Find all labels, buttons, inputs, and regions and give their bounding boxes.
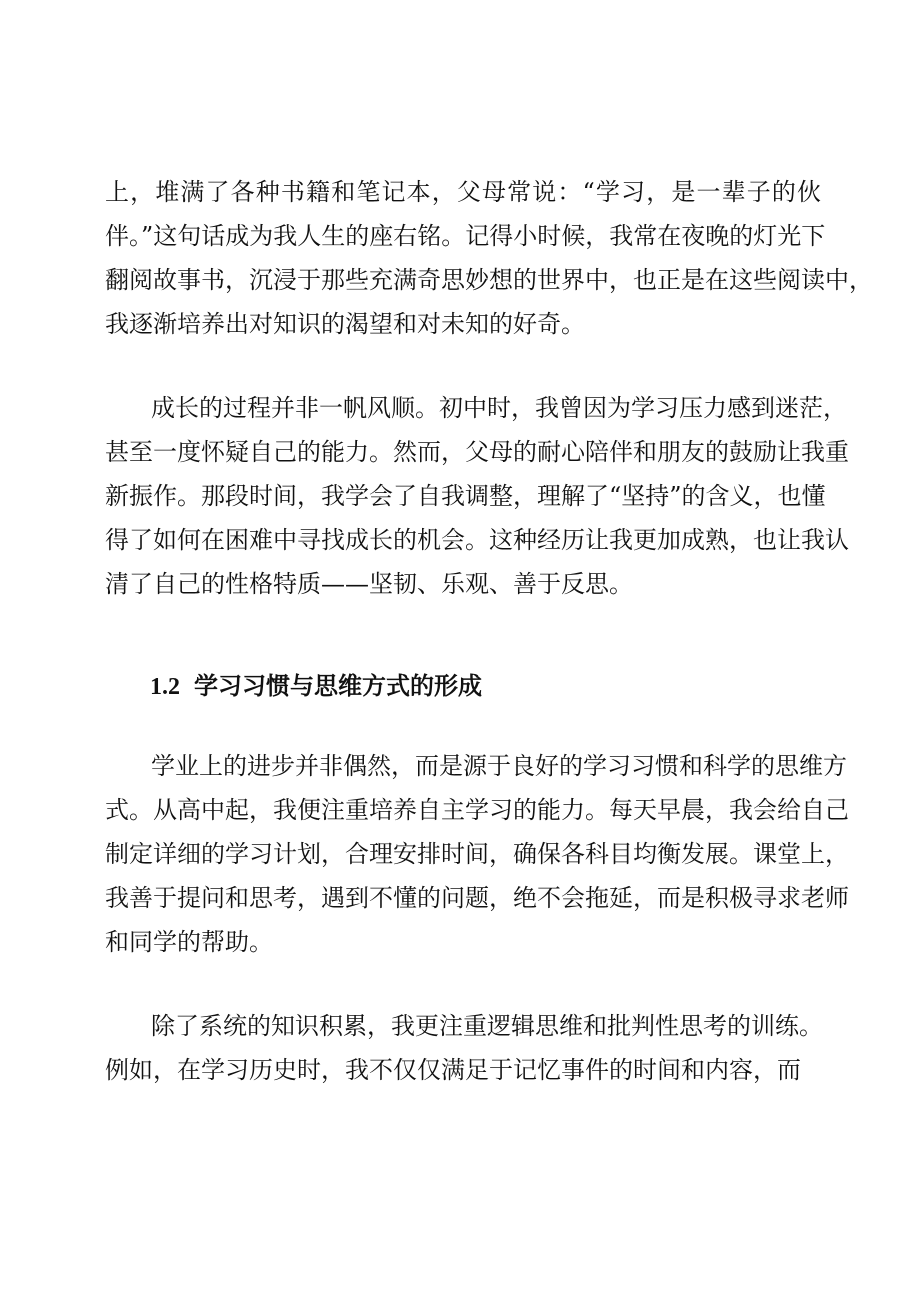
section-number: 1.2: [150, 674, 180, 700]
paragraph-line: 新振作。那段时间，我学会了自我调整，理解了“坚持”的含义，也懂: [105, 482, 826, 510]
paragraph-line: 得了如何在困难中寻找成长的机会。这种经历让我更加成熟，也让我认: [105, 526, 849, 554]
paragraph-line: 除了系统的知识积累，我更注重逻辑思维和批判性思考的训练。: [151, 1012, 823, 1040]
section-heading: [150, 666, 482, 706]
paragraph-line: 上，堆满了各种书籍和笔记本，父母常说：“学习，是一辈子的伙: [105, 178, 821, 206]
section-title: 学习习惯与思维方式的形成: [194, 672, 482, 700]
paragraph-line: 制定详细的学习计划，合理安排时间，确保各科目均衡发展。课堂上，: [105, 840, 849, 868]
paragraph-line: 清了自己的性格特质——坚韧、乐观、善于反思。: [105, 570, 633, 598]
paragraph-line: 我善于提问和思考，遇到不懂的问题，绝不会拖延，而是积极寻求老师: [105, 884, 849, 912]
paragraph-line: 我逐渐培养出对知识的渴望和对未知的好奇。: [105, 310, 585, 338]
paragraph-line: 学业上的进步并非偶然，而是源于良好的学习习惯和科学的思维方: [151, 752, 847, 780]
paragraph-line: 甚至一度怀疑自己的能力。然而，父母的耐心陪伴和朋友的鼓励让我重: [105, 438, 849, 466]
paragraph-line: 翻阅故事书，沉浸于那些充满奇思妙想的世界中，也正是在这些阅读中，: [105, 266, 873, 294]
paragraph-line: 和同学的帮助。: [105, 928, 273, 956]
paragraph-line: 伴。”这句话成为我人生的座右铭。记得小时候，我常在夜晚的灯光下: [105, 222, 826, 250]
paragraph-line: 式。从高中起，我便注重培养自主学习的能力。每天早晨，我会给自己: [105, 796, 849, 824]
paragraph-line: 例如，在学习历史时，我不仅仅满足于记忆事件的时间和内容，而: [105, 1056, 801, 1084]
paragraph-line: 成长的过程并非一帆风顺。初中时，我曾因为学习压力感到迷茫，: [151, 394, 847, 422]
